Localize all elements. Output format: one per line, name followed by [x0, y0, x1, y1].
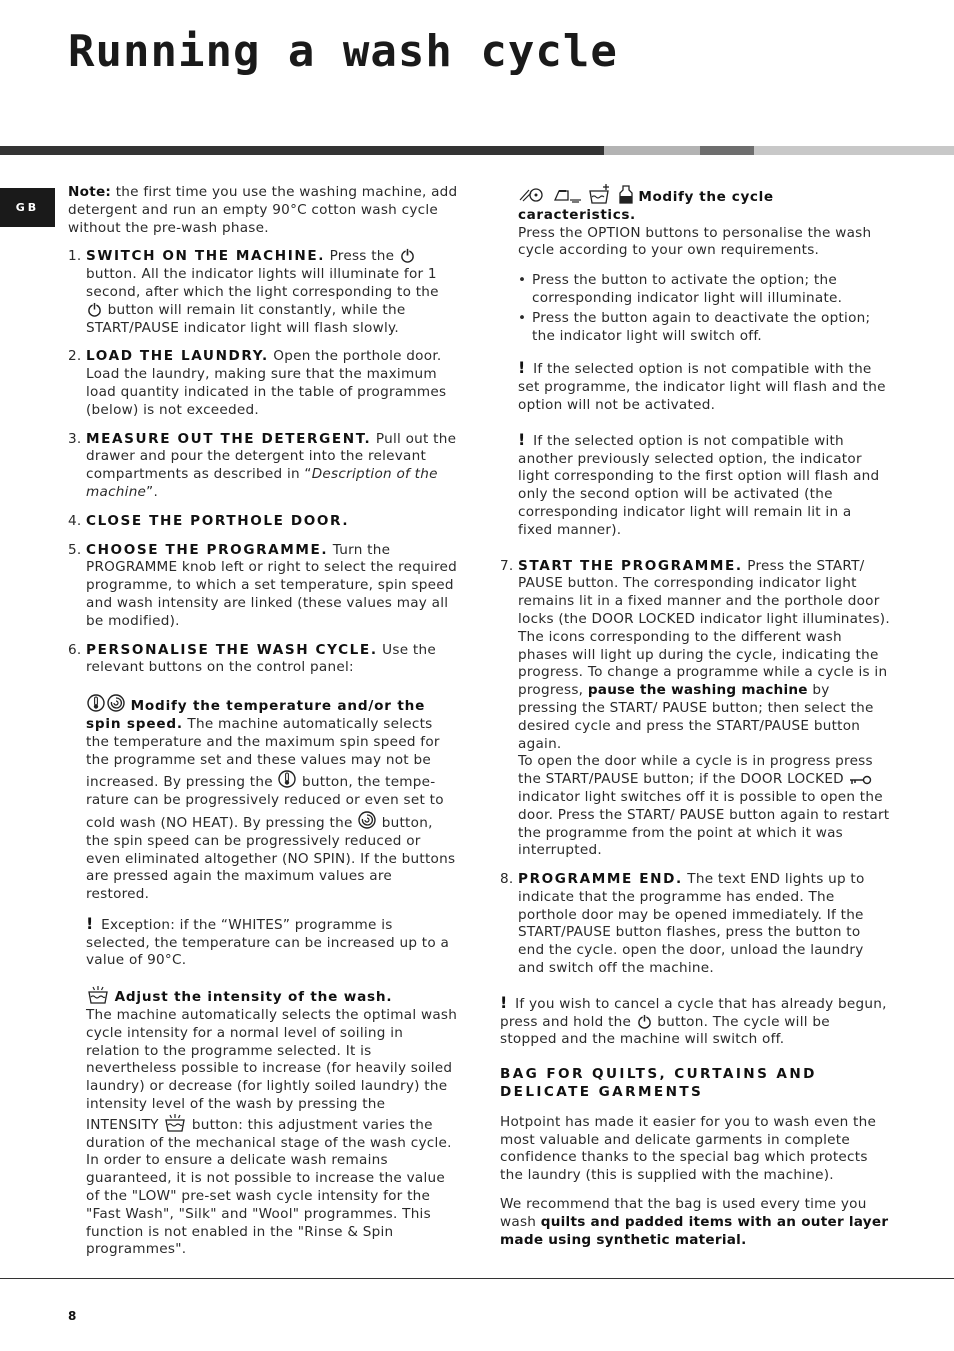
spin-icon	[358, 810, 376, 830]
header-rule-mid	[700, 146, 754, 155]
bag-paragraph-1: Hotpoint has made it easier for you to wash even the most valuable and delicate garments in complete confidence thanks to the special bag which protects the laundry (this is supplied with the machine).	[500, 1113, 877, 1184]
step-programme-end: 8. PROGRAMME END. The text END lights up to indicate that the programme has ended. The porthole door may be opened immediately. If the START/PAUSE button flashes, press the button to end the cycle. open the door, unload the laundry and switch off the machine.	[500, 871, 865, 977]
options-section: Modify the cycle caracteristics. Press the OPTION buttons to personalise the wash cycle according to your own requirements.	[518, 184, 890, 260]
thermometer-icon	[87, 693, 105, 713]
power-icon	[637, 1014, 652, 1029]
key-icon	[849, 774, 873, 786]
option-warning-1: ! If the selected option is not compatible with the set programme, the indicator light will flash and the option will not be activated.	[518, 358, 886, 413]
language-tab: GB	[0, 188, 55, 227]
stain-icon	[519, 186, 545, 204]
left-column	[68, 184, 458, 1270]
list-item: • Press the button to activate the option; the corresponding indicator light will illuminate.	[518, 272, 843, 306]
header-rule-light	[604, 146, 700, 155]
warning-icon: !	[518, 358, 526, 378]
note: Note: the first time you use the washing machine, add detergent and run an empty 90°C cotton wash cycle without the pre-wash phase.	[68, 184, 458, 236]
extra-rinse-icon	[588, 184, 612, 204]
option-bullets	[518, 272, 890, 345]
cancel-cycle-note: ! If you wish to cancel a cycle that has already begun, press and hold the button. The cycle will be stopped and the machine will switch off.	[500, 992, 887, 1048]
page-title: Running a wash cycle	[68, 26, 618, 77]
warning-icon: !	[500, 992, 508, 1012]
bag-paragraph-2: We recommend that the bag is used every time you wash quilts and padded items with an outer layer made using synthetic material.	[500, 1196, 889, 1248]
power-icon	[400, 248, 415, 263]
header-rule-pale	[754, 146, 954, 155]
warning-icon: !	[518, 429, 526, 449]
bag-section-heading: BAG FOR QUILTS, CURTAINS AND DELICATE GARMENTS	[500, 1066, 817, 1101]
warning-icon: !	[86, 913, 94, 933]
step-close-door: 4. CLOSE THE PORTHOLE DOOR.	[68, 512, 350, 529]
step-personalise: 6. PERSONALISE THE WASH CYCLE. Use the relevant buttons on the control panel:	[68, 641, 436, 676]
step-choose-programme: 5. CHOOSE THE PROGRAMME. Turn the PROGRAMME knob left or right to select the required programme, to which a set temperature, spin speed and wash intensity are linked (these values may all be modified).	[68, 541, 458, 629]
spin-icon	[107, 693, 125, 713]
power-icon	[87, 302, 102, 317]
header-rule-dark	[0, 146, 604, 155]
step-switch-on: 1. SWITCH ON THE MACHINE. Press the button. All the indicator lights will illuminate for 1 second, after which the light corresponding to the button will remain lit constantly, while the START/PAUSE indicator light will flash slowly.	[68, 248, 439, 336]
intensity-icon	[164, 1114, 186, 1132]
thermometer-icon	[278, 769, 296, 789]
iron-icon	[552, 186, 582, 204]
exception-note: ! Exception: if the “WHITES” programme is selected, the temperature can be increased up to a value of 90°C.	[86, 913, 450, 969]
list-item: • Press the button again to deactivate the option; the indicator light will switch off.	[518, 309, 871, 344]
bottle-icon	[619, 184, 633, 204]
temperature-spin-section: Modify the temperature and/or the spin speed. The machine automatically selects the temperature and the maximum spin speed for the programme set and these values may not be increased. By pressing the button, the tempe-rature can be progressively reduced or even set to cold wash (NO HEAT). By pressing the button, the spin speed can be progressively reduced or even eliminated altogether (NO SPIN). If the buttons are pressed again the maximum values are restored.	[86, 693, 458, 904]
option-warning-2: ! If the selected option is not compatible with another previously selected option, the indicator light corresponding to the first option will flash and only the second option will be activated (the corresponding indicator light will remain lit in a fixed manner).	[518, 429, 880, 538]
intensity-icon	[87, 986, 109, 1004]
page-number: 8	[68, 1309, 77, 1323]
footer-rule	[0, 1278, 954, 1279]
step-detergent: 3. MEASURE OUT THE DETERGENT. Pull out the drawer and pour the detergent into the relevant compartments as described in “Description of the machine”.	[68, 430, 457, 500]
intensity-section: Adjust the intensity of the wash. The machine automatically selects the optimal wash cycle intensity for a normal level of soiling in relation to the programme selected. It is nevertheless possible to increase (for heavily soiled laundry) or decrease (for lightly soiled laundry) the intensity level of the wash by pressing the INTENSITY button: this adjustment varies the duration of the mechanical stage of the wash cycle. In order to ensure a delicate wash remains guaranteed, it is not possible to increase the value of the "LOW" pre-set wash cycle intensity for the "Fast Wash", "Silk" and "Wool" programmes. This function is not enabled in the "Rinse & Spin programmes".	[86, 986, 458, 1259]
step-start-programme: 7. START THE PROGRAMME. Press the START/ PAUSE button. The corresponding indicator light remains lit in a fixed manner and the porthole door locks (the DOOR LOCKED indicator light illuminates). The icons corresponding to the different wash phases will light up during the cycle, indicating the progress. To change a programme while a cycle is in progress, pause the washing machine by pressing the START/ PAUSE button; then select the desired cycle and press the START/PAUSE button again. To open the door while a cycle is in progress press the START/PAUSE button; if the DOOR LOCKED indicator light switches off it is possible to open the door. Press the START/ PAUSE button again to restart the programme from the point at which it was interrupted.	[500, 557, 890, 859]
right-column	[500, 184, 890, 1260]
step-load-laundry: 2. LOAD THE LAUNDRY. Open the porthole door. Load the laundry, making sure that the maximum load quantity indicated in the table of programmes (below) is not exceeded.	[68, 348, 447, 418]
